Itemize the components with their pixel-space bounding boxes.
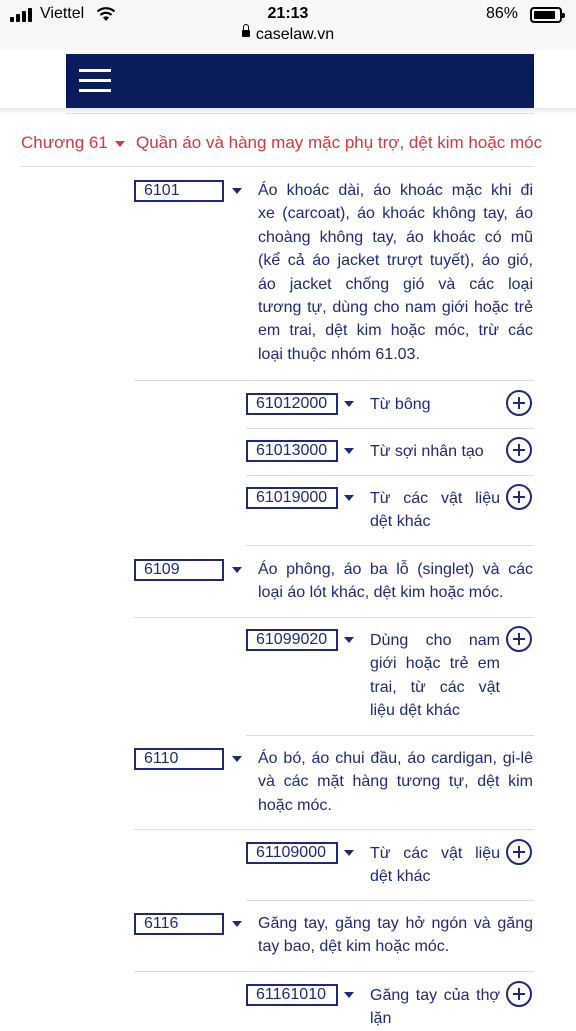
description-line: Từ các vật liệu: [370, 845, 500, 862]
chevron-down-icon[interactable]: [344, 637, 354, 643]
heading-code-box[interactable]: 6101: [134, 180, 224, 202]
chevron-down-icon[interactable]: [344, 992, 354, 998]
chapter-dropdown[interactable]: [21, 133, 125, 153]
subitem-description: [370, 487, 500, 534]
description-line: Áo bó, áo chui đầu, áo cardigan, gi-lê: [258, 750, 533, 767]
chevron-down-icon: [115, 141, 125, 147]
divider: [134, 617, 534, 618]
subitem-description: [370, 393, 500, 416]
heading-code-box[interactable]: 6109: [134, 559, 224, 581]
heading-code-box[interactable]: 6110: [134, 748, 224, 770]
description-line: liệu dệt khác: [370, 702, 460, 720]
heading-description: [258, 558, 533, 605]
expand-plus-icon[interactable]: [506, 484, 532, 510]
chapter-title: Quần áo và hàng may mặc phụ trợ, dệt kim hoặc móc: [136, 133, 543, 152]
subitem-code-box[interactable]: 61099020: [246, 629, 338, 651]
chapter-label: Chương 61: [21, 133, 108, 152]
subitem-description: [370, 842, 500, 889]
divider: [134, 380, 534, 381]
description-line: hoặc móc.: [258, 796, 332, 814]
description-line: (kể cả áo jacket trượt tuyết), áo gió,: [258, 252, 533, 270]
subitem-code-box[interactable]: 61012000: [246, 393, 338, 415]
site-navbar: [66, 54, 534, 108]
divider: [66, 113, 534, 114]
description-line: lặn: [370, 1010, 392, 1028]
chevron-down-icon[interactable]: [344, 401, 354, 407]
description-line: Từ các vật liệu: [370, 490, 500, 507]
chevron-down-icon[interactable]: [344, 448, 354, 454]
description-line: Từ sợi nhân tạo: [370, 443, 484, 460]
subitem-description: [370, 440, 500, 463]
description-line: loại thuộc nhóm 61.03.: [258, 345, 420, 363]
heading-code-box[interactable]: 6116: [134, 913, 224, 935]
divider: [246, 545, 534, 546]
clock: 21:13: [267, 5, 309, 22]
chevron-down-icon[interactable]: [232, 188, 242, 194]
description-line: Dùng cho nam: [370, 632, 500, 649]
divider: [134, 971, 534, 972]
expand-plus-icon[interactable]: [506, 981, 532, 1007]
divider: [246, 900, 534, 901]
chevron-down-icon[interactable]: [232, 921, 242, 927]
url-text: caselaw.vn: [255, 26, 335, 43]
description-line: xe (carcoat), áo khoác không tay, áo: [258, 205, 533, 223]
divider: [246, 475, 534, 476]
chevron-down-icon[interactable]: [232, 756, 242, 762]
description-line: giới hoặc trẻ em: [370, 655, 500, 673]
carrier-name: Viettel: [40, 5, 85, 22]
chevron-down-icon[interactable]: [344, 495, 354, 501]
battery-icon: [530, 7, 562, 23]
divider: [246, 735, 534, 736]
description-line: Găng tay của thợ: [370, 987, 500, 1004]
description-line: Từ bông: [370, 396, 431, 413]
description-line: dệt khác: [370, 513, 431, 531]
divider: [134, 829, 534, 830]
description-line: trai, từ các vật: [370, 678, 500, 696]
description-line: tương tự, dùng cho nam giới hoặc trẻ: [258, 299, 533, 317]
description-line: loại áo lót khác, dệt kim hoặc móc.: [258, 584, 504, 602]
subitem-code-box[interactable]: 61019000: [246, 487, 338, 509]
heading-description: [258, 179, 533, 366]
divider: [246, 428, 534, 429]
description-line: em trai, dệt kim hoặc móc, trừ các: [258, 322, 533, 340]
expand-plus-icon[interactable]: [506, 390, 532, 416]
url-bar[interactable]: [0, 26, 576, 50]
subitem-code-box[interactable]: 61109000: [246, 842, 338, 864]
lock-icon: [242, 30, 250, 37]
description-line: dệt khác: [370, 868, 431, 886]
description-line: tay bao, dệt kim hoặc móc.: [258, 938, 450, 956]
description-line: Áo khoác dài, áo khoác mặc khi đi: [258, 182, 533, 199]
description-line: áo jacket chống gió và các loại: [258, 275, 533, 293]
heading-description: [258, 912, 533, 959]
heading-description: [258, 747, 533, 817]
description-line: Áo phông, áo ba lỗ (singlet) và các: [258, 561, 533, 578]
description-line: choàng không tay, áo khoác có mũ: [258, 228, 533, 246]
divider: [20, 166, 534, 167]
menu-icon[interactable]: [79, 69, 111, 93]
expand-plus-icon[interactable]: [506, 839, 532, 865]
chevron-down-icon[interactable]: [232, 567, 242, 573]
subitem-code-box[interactable]: 61013000: [246, 440, 338, 462]
chevron-down-icon[interactable]: [344, 850, 354, 856]
expand-plus-icon[interactable]: [506, 626, 532, 652]
battery-percent: 86%: [485, 5, 518, 22]
description-line: Găng tay, găng tay hở ngón và găng: [258, 915, 533, 932]
expand-plus-icon[interactable]: [506, 437, 532, 463]
description-line: và các mặt hàng tương tự, dệt kim: [258, 773, 533, 791]
subitem-code-box[interactable]: 61161010: [246, 984, 338, 1006]
subitem-description: [370, 629, 500, 723]
